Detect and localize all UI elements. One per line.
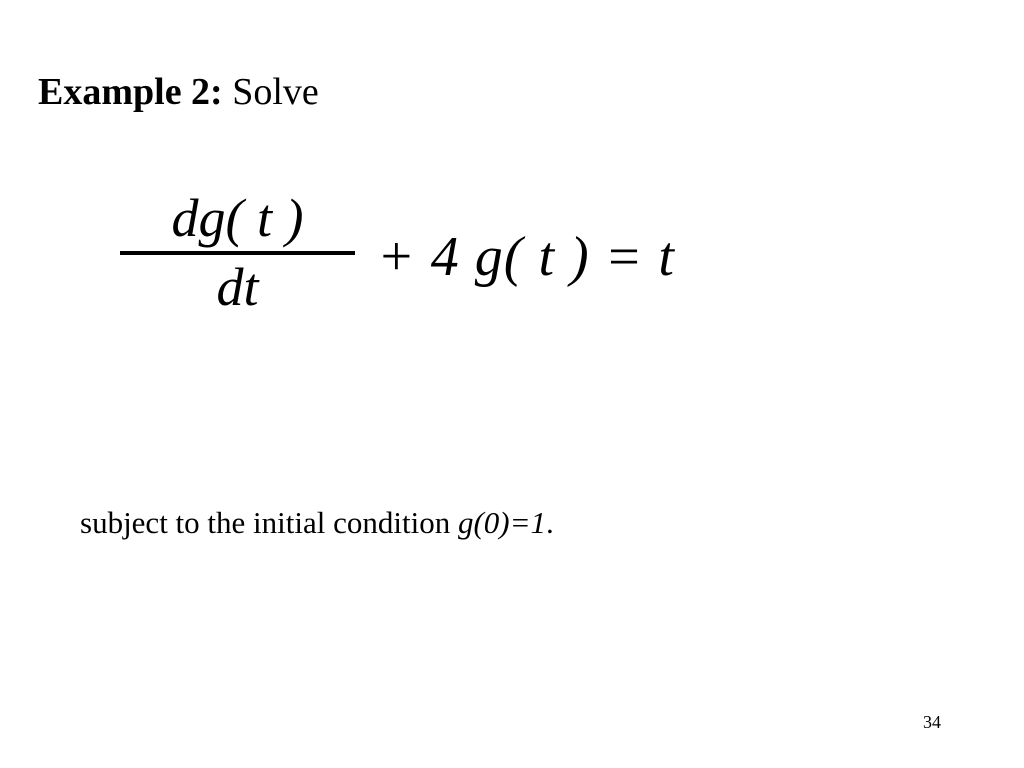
initial-condition-text [80, 505, 554, 541]
initial-condition-period: . [546, 505, 554, 540]
initial-condition-value: g(0)=1 [457, 505, 547, 540]
page-number: 34 [923, 712, 941, 732]
initial-condition-prefix: subject to the initial condition [80, 505, 458, 540]
equation-block [120, 190, 675, 315]
fraction-denominator: dt [216, 256, 259, 317]
page-title-rest: Solve [222, 71, 319, 113]
page-title [38, 70, 319, 116]
equation-remainder: + 4 g( t ) = t [377, 225, 675, 288]
page-title-label: Example 2: [38, 71, 223, 113]
fraction [120, 190, 355, 315]
fraction-numerator: dg( t ) [171, 188, 304, 248]
